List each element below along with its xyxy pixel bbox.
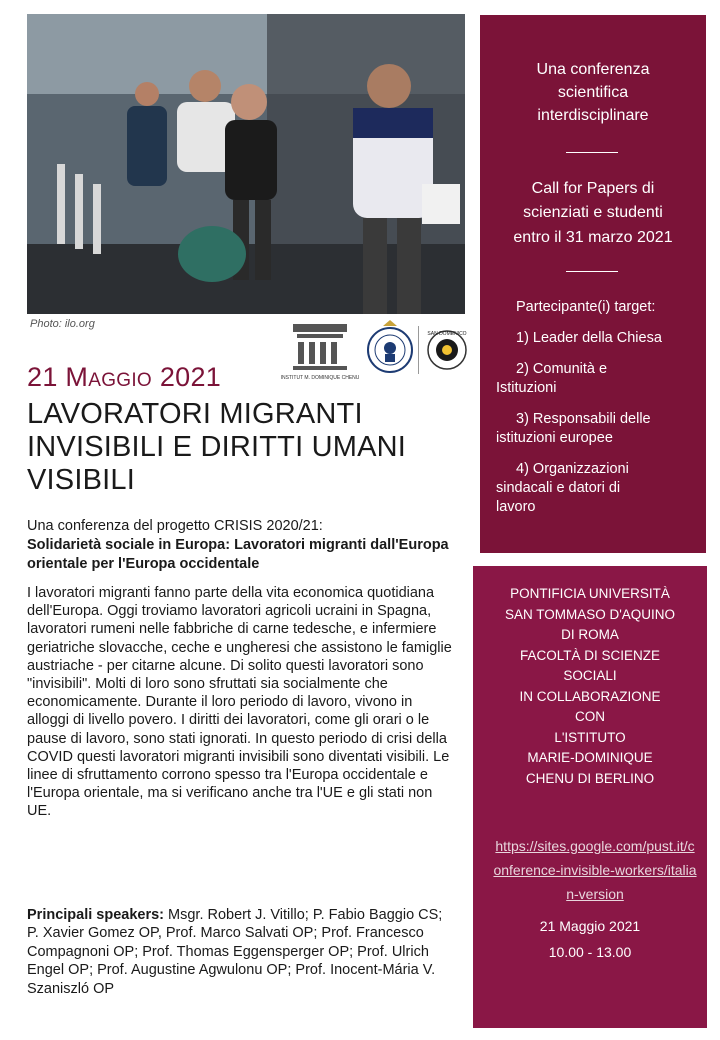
speakers-paragraph <box>27 906 452 998</box>
target-item-2 <box>496 360 702 398</box>
organizer-line-3: DI ROMA <box>561 627 619 642</box>
institut-chenu-logo <box>280 318 360 382</box>
target-item-1 <box>496 329 702 348</box>
divider-1 <box>566 152 618 153</box>
institut-logo-text: INSTITUT M. DOMINIQUE CHENU <box>280 375 360 381</box>
conference-website-link[interactable]: https://sites.google.com/pust.it/conference-invisible-workers/italian-version <box>493 838 697 902</box>
target-item-3 <box>496 410 702 448</box>
organizer-line-5: SOCIALI <box>563 668 617 683</box>
target-item-4-first: 4) Organizzazioni <box>516 461 629 477</box>
intro-line-2: scientifica <box>557 84 629 101</box>
organizer-line-10: CHENU DI BERLINO <box>525 770 655 786</box>
target-item-2-first: 2) Comunità e <box>516 361 608 377</box>
sidebar-bottom-panel <box>473 566 707 1028</box>
call-line-2: scienziati e studenti <box>523 204 663 221</box>
organizer-line-2: SAN TOMMASO D'AQUINO <box>504 606 676 622</box>
organizer-line-9: MARIE-DOMINIQUE <box>527 750 653 765</box>
call-line-3: entro il 31 marzo 2021 <box>513 229 673 246</box>
target-item-4-rest: sindacali e datori di lavoro <box>496 480 621 515</box>
logo-strip <box>280 318 470 382</box>
event-date-title: 21 Maggio 2021 <box>27 362 222 392</box>
logo-divider <box>418 326 419 374</box>
target-item-3-rest: istituzioni europee <box>496 430 613 446</box>
intro-line-1: Una conferenza <box>536 61 650 78</box>
organizer-line-4: FACOLTÀ DI SCIENZE <box>519 647 661 663</box>
organizer-line-6: IN COLLABORAZIONE <box>519 688 661 704</box>
intro-line-3: interdisciplinare <box>537 107 649 124</box>
speakers-label: Principali speakers: <box>27 907 165 923</box>
sidebar-top-panel <box>480 15 706 553</box>
organizer-line-8: L'ISTITUTO <box>554 729 626 745</box>
body-text: I lavoratori migranti fanno parte della vita economica quotidiana dell'Europa. Oggi troviamo lavoratori agricoli ucraini in Spagna, lavoratori rumeni nelle fabbriche di carne tedesche, e infermiere geriatriche slovacche, ceche e ungheresi che assistono le famiglie austriache - per citarne alcune. Di solito questi lavoratori sono "invisibili". Molti di loro sono sfruttati sia socialmente che economicamente. Durante il loro periodo di lavoro, vivono in alloggi di livello povero. I diritti dei lavoratori, come gli orari o le pause di lavoro, sono stati ignorati. In questo periodo di crisi della COVID questi lavoratori migranti invisibili sono diventati visibili. Le linee di sfruttamento corrono spesso tra l'Europa occidentale e l'Europa orientale, ma si verificano anche tra l'UE e gli stati non UE. <box>27 585 452 820</box>
hero-photo <box>27 14 465 314</box>
sidebar-date: 21 Maggio 2021 <box>539 918 641 934</box>
photo-credit: Photo: ilo.org <box>30 318 95 330</box>
divider-2 <box>566 271 618 272</box>
speakers-list: Msgr. Robert J. Vitillo; P. Fabio Baggio CS; P. Xavier Gomez OP, Prof. Marco Salvati OP; Prof. Francesco Compagnoni OP; Prof. Thomas Eggensperger OP; Prof. Ulrich Engel OP; Prof. Augustine Agwulonu OP; Prof. Inocent-Mária V. Szaniszló OP <box>27 907 443 997</box>
target-item-2-rest: Istituzioni <box>496 380 557 396</box>
organizer-block <box>473 584 707 789</box>
san-domenico-text: SAN DOMENICO <box>427 331 467 337</box>
organizer-line-1: PONTIFICIA UNIVERSITÀ <box>510 586 670 601</box>
organizer-line-7: CON <box>575 709 605 724</box>
migrant-workers-illustration <box>27 14 465 314</box>
subtitle: Una conferenza del progetto CRISIS 2020/21: <box>27 518 323 534</box>
main-title: LAVORATORI MIGRANTI INVISIBILI E DIRITTI UMANI VISIBILI <box>27 398 407 496</box>
target-item-4 <box>496 460 662 517</box>
subtitle-bold: Solidarietà sociale in Europa: Lavoratori migranti dall'Europa orientale per l'Europa occidentale <box>27 537 449 572</box>
targets-heading: Partecipante(i) target: <box>516 299 656 315</box>
target-item-1-first: 1) Leader della Chiesa <box>516 330 662 346</box>
call-line-1: Call for Papers di <box>531 180 655 197</box>
san-domenico-logo <box>425 324 469 376</box>
target-item-3-first: 3) Responsabili delle <box>516 411 651 427</box>
pontifical-university-seal <box>365 318 415 382</box>
sidebar-time: 10.00 - 13.00 <box>548 944 632 960</box>
